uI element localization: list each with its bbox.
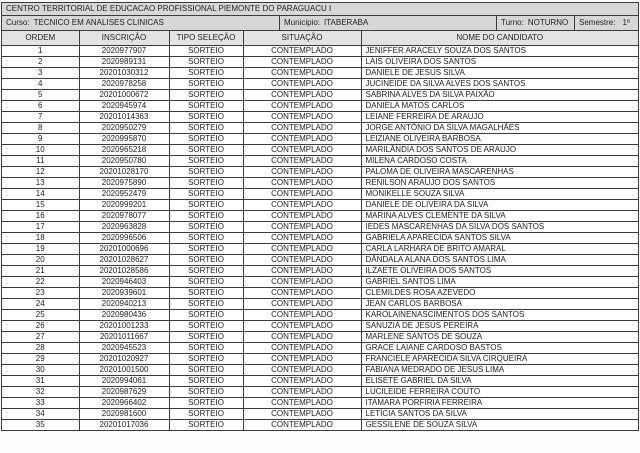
table-row	[2, 309, 638, 320]
table-row	[2, 122, 638, 133]
nome-cell: SANUZIA DE JESUS PEREIRA	[361, 320, 638, 331]
curso-label: Curso:	[6, 18, 30, 27]
ordem-cell: 25	[2, 309, 79, 320]
ordem-cell: 6	[2, 100, 79, 111]
inscricao-cell: 2020996506	[79, 232, 169, 243]
column-header-ordem: ORDEM	[2, 31, 79, 45]
tipo-selecao-cell: SORTEIO	[169, 353, 243, 364]
situacao-cell: CONTEMPLADO	[243, 309, 361, 320]
situacao-cell: CONTEMPLADO	[243, 199, 361, 210]
semestre-label: Semestre:	[579, 18, 616, 27]
table-row	[2, 210, 638, 221]
inscricao-cell: 20201017036	[79, 419, 169, 430]
tipo-selecao-cell: SORTEIO	[169, 331, 243, 342]
table-row	[2, 111, 638, 122]
tipo-selecao-cell: SORTEIO	[169, 210, 243, 221]
table-row	[2, 221, 638, 232]
nome-cell: SABRINA ALVES DA SILVA PAIXÃO	[361, 89, 638, 100]
ordem-cell: 9	[2, 133, 79, 144]
nome-cell: DANIELA MATOS CARLOS	[361, 100, 638, 111]
situacao-cell: CONTEMPLADO	[243, 364, 361, 375]
nome-cell: GABRIEL SANTOS LIMA	[361, 276, 638, 287]
nome-cell: JENIFFER ARACELY SOUZA DOS SANTOS	[361, 45, 638, 56]
table-row	[2, 397, 638, 408]
ordem-cell: 11	[2, 155, 79, 166]
situacao-cell: CONTEMPLADO	[243, 298, 361, 309]
situacao-cell: CONTEMPLADO	[243, 243, 361, 254]
inscricao-cell: 20201000696	[79, 243, 169, 254]
ordem-cell: 27	[2, 331, 79, 342]
nome-cell: MONIKELLE SOUZA SILVA	[361, 188, 638, 199]
tipo-selecao-cell: SORTEIO	[169, 133, 243, 144]
tipo-selecao-cell: SORTEIO	[169, 166, 243, 177]
nome-cell: LEIANE FERREIRA DE ARAUJO	[361, 111, 638, 122]
tipo-selecao-cell: SORTEIO	[169, 386, 243, 397]
situacao-cell: CONTEMPLADO	[243, 375, 361, 386]
table-row	[2, 375, 638, 386]
tipo-selecao-cell: SORTEIO	[169, 78, 243, 89]
situacao-cell: CONTEMPLADO	[243, 276, 361, 287]
situacao-cell: CONTEMPLADO	[243, 144, 361, 155]
curso-cell	[2, 16, 280, 30]
ordem-cell: 26	[2, 320, 79, 331]
tipo-selecao-cell: SORTEIO	[169, 309, 243, 320]
situacao-cell: CONTEMPLADO	[243, 56, 361, 67]
table-row	[2, 287, 638, 298]
nome-cell: GABRIELA APARECIDA SANTOS SILVA	[361, 232, 638, 243]
candidate-table-body	[2, 45, 638, 430]
ordem-cell: 31	[2, 375, 79, 386]
tipo-selecao-cell: SORTEIO	[169, 199, 243, 210]
ordem-cell: 32	[2, 386, 79, 397]
inscricao-cell: 20201020927	[79, 353, 169, 364]
inscricao-cell: 20201028627	[79, 254, 169, 265]
table-row	[2, 232, 638, 243]
table-row	[2, 419, 638, 430]
ordem-cell: 14	[2, 188, 79, 199]
column-header-nome: NOME DO CANDIDATO	[361, 31, 638, 45]
column-header-inscricao: INSCRIÇÃO	[79, 31, 169, 45]
nome-cell: IEDES MASCARENHAS DA SILVA DOS SANTOS	[361, 221, 638, 232]
inscricao-cell: 2020978077	[79, 210, 169, 221]
nome-cell: MILENA CARDOSO COSTA	[361, 155, 638, 166]
situacao-cell: CONTEMPLADO	[243, 265, 361, 276]
inscricao-cell: 20201001500	[79, 364, 169, 375]
nome-cell: ITAMARA PORFIRIA FERREIRA	[361, 397, 638, 408]
table-row	[2, 254, 638, 265]
table-row	[2, 320, 638, 331]
tipo-selecao-cell: SORTEIO	[169, 45, 243, 56]
municipio-value: ITABERABA	[324, 18, 369, 27]
tipo-selecao-cell: SORTEIO	[169, 144, 243, 155]
table-row	[2, 45, 638, 56]
inscricao-cell: 2020940213	[79, 298, 169, 309]
nome-cell: DÂNDALA ALANA DOS SANTOS LIMA	[361, 254, 638, 265]
situacao-cell: CONTEMPLADO	[243, 166, 361, 177]
nome-cell: JORGE ANTÔNIO DA SILVA MAGALHÃES	[361, 122, 638, 133]
ordem-cell: 22	[2, 276, 79, 287]
inscricao-cell: 2020965218	[79, 144, 169, 155]
situacao-cell: CONTEMPLADO	[243, 254, 361, 265]
table-row	[2, 133, 638, 144]
nome-cell: FABIANA MEDRADO DE JESUS LIMA	[361, 364, 638, 375]
ordem-cell: 17	[2, 221, 79, 232]
table-row	[2, 144, 638, 155]
inscricao-cell: 2020945974	[79, 100, 169, 111]
curso-value: TECNICO EM ANALISES CLINICAS	[33, 18, 164, 27]
tipo-selecao-cell: SORTEIO	[169, 276, 243, 287]
nome-cell: LUCILEIDE FERREIRA COUTO	[361, 386, 638, 397]
semestre-value: 1º	[622, 18, 630, 27]
situacao-cell: CONTEMPLADO	[243, 397, 361, 408]
inscricao-cell: 2020950279	[79, 122, 169, 133]
ordem-cell: 34	[2, 408, 79, 419]
ordem-cell: 19	[2, 243, 79, 254]
ordem-cell: 1	[2, 45, 79, 56]
inscricao-cell: 2020945523	[79, 342, 169, 353]
candidate-table	[2, 31, 638, 430]
tipo-selecao-cell: SORTEIO	[169, 188, 243, 199]
ordem-cell: 4	[2, 78, 79, 89]
nome-cell: LAIS OLIVEIRA DOS SANTOS	[361, 56, 638, 67]
column-header-tipo-selecao: TIPO SELEÇÃO	[169, 31, 243, 45]
ordem-cell: 35	[2, 419, 79, 430]
inscricao-cell: 20201011667	[79, 331, 169, 342]
ordem-cell: 24	[2, 298, 79, 309]
situacao-cell: CONTEMPLADO	[243, 177, 361, 188]
situacao-cell: CONTEMPLADO	[243, 232, 361, 243]
situacao-cell: CONTEMPLADO	[243, 78, 361, 89]
tipo-selecao-cell: SORTEIO	[169, 243, 243, 254]
tipo-selecao-cell: SORTEIO	[169, 177, 243, 188]
table-row	[2, 386, 638, 397]
ordem-cell: 12	[2, 166, 79, 177]
inscricao-cell: 2020975890	[79, 177, 169, 188]
table-row	[2, 243, 638, 254]
semestre-cell	[575, 16, 638, 30]
table-row	[2, 199, 638, 210]
inscricao-cell: 2020952479	[79, 188, 169, 199]
table-row	[2, 298, 638, 309]
tipo-selecao-cell: SORTEIO	[169, 298, 243, 309]
inscricao-cell: 2020939601	[79, 287, 169, 298]
situacao-cell: CONTEMPLADO	[243, 386, 361, 397]
inscricao-cell: 2020978258	[79, 78, 169, 89]
table-row	[2, 342, 638, 353]
ordem-cell: 29	[2, 353, 79, 364]
inscricao-cell: 20201030312	[79, 67, 169, 78]
ordem-cell: 18	[2, 232, 79, 243]
situacao-cell: CONTEMPLADO	[243, 89, 361, 100]
turno-label: Turno:	[501, 18, 524, 27]
inscricao-cell: 20201001233	[79, 320, 169, 331]
table-row	[2, 166, 638, 177]
table-row	[2, 331, 638, 342]
table-header-row	[2, 31, 638, 45]
situacao-cell: CONTEMPLADO	[243, 188, 361, 199]
table-row	[2, 177, 638, 188]
inscricao-cell: 2020963828	[79, 221, 169, 232]
ordem-cell: 10	[2, 144, 79, 155]
table-row	[2, 408, 638, 419]
table-row	[2, 265, 638, 276]
inscricao-cell: 2020977907	[79, 45, 169, 56]
inscricao-cell: 20201028170	[79, 166, 169, 177]
ordem-cell: 5	[2, 89, 79, 100]
nome-cell: ILZAETE OLIVEIRA DOS SANTOS	[361, 265, 638, 276]
inscricao-cell: 2020995870	[79, 133, 169, 144]
nome-cell: PALOMA DE OLIVEIRA MASCARENHAS	[361, 166, 638, 177]
municipio-cell	[280, 16, 497, 30]
nome-cell: RENILSON ARAUJO DOS SANTOS	[361, 177, 638, 188]
ordem-cell: 8	[2, 122, 79, 133]
table-row	[2, 276, 638, 287]
table-row	[2, 100, 638, 111]
ordem-cell: 21	[2, 265, 79, 276]
situacao-cell: CONTEMPLADO	[243, 100, 361, 111]
situacao-cell: CONTEMPLADO	[243, 221, 361, 232]
table-row	[2, 188, 638, 199]
ordem-cell: 3	[2, 67, 79, 78]
ordem-cell: 33	[2, 397, 79, 408]
nome-cell: CLEMILDES ROSA AZEVEDO	[361, 287, 638, 298]
tipo-selecao-cell: SORTEIO	[169, 67, 243, 78]
ordem-cell: 7	[2, 111, 79, 122]
column-header-situacao: SITUAÇÃO	[243, 31, 361, 45]
situacao-cell: CONTEMPLADO	[243, 353, 361, 364]
tipo-selecao-cell: SORTEIO	[169, 56, 243, 67]
inscricao-cell: 2020987629	[79, 386, 169, 397]
situacao-cell: CONTEMPLADO	[243, 320, 361, 331]
nome-cell: DANIELE DE OLIVEIRA DA SILVA	[361, 199, 638, 210]
tipo-selecao-cell: SORTEIO	[169, 111, 243, 122]
table-row	[2, 67, 638, 78]
table-row	[2, 56, 638, 67]
situacao-cell: CONTEMPLADO	[243, 331, 361, 342]
situacao-cell: CONTEMPLADO	[243, 408, 361, 419]
ordem-cell: 2	[2, 56, 79, 67]
table-row	[2, 364, 638, 375]
tipo-selecao-cell: SORTEIO	[169, 364, 243, 375]
tipo-selecao-cell: SORTEIO	[169, 287, 243, 298]
tipo-selecao-cell: SORTEIO	[169, 342, 243, 353]
nome-cell: JEAN CARLOS BARBOSA	[361, 298, 638, 309]
inscricao-cell: 2020999201	[79, 199, 169, 210]
tipo-selecao-cell: SORTEIO	[169, 232, 243, 243]
situacao-cell: CONTEMPLADO	[243, 342, 361, 353]
tipo-selecao-cell: SORTEIO	[169, 320, 243, 331]
nome-cell: KAROLAINENASCIMENTOS DOS SANTOS	[361, 309, 638, 320]
situacao-cell: CONTEMPLADO	[243, 45, 361, 56]
tipo-selecao-cell: SORTEIO	[169, 100, 243, 111]
inscricao-cell: 2020946403	[79, 276, 169, 287]
nome-cell: MARLENE SANTOS DE SOUZA	[361, 331, 638, 342]
table-row	[2, 155, 638, 166]
situacao-cell: CONTEMPLADO	[243, 155, 361, 166]
ordem-cell: 15	[2, 199, 79, 210]
inscricao-cell: 2020980436	[79, 309, 169, 320]
municipio-label: Municipio:	[284, 18, 321, 27]
inscricao-cell: 20201000672	[79, 89, 169, 100]
nome-cell: ELISETE GABRIEL DA SILVA	[361, 375, 638, 386]
nome-cell: GRACE LAIANE CARDOSO BASTOS	[361, 342, 638, 353]
inscricao-cell: 2020981600	[79, 408, 169, 419]
nome-cell: CARLA LARHARA DE BRITO AMARAL	[361, 243, 638, 254]
document-title: CENTRO TERRITORIAL DE EDUCACAO PROFISSIONAL PIEMONTE DO PARAGUACU I	[2, 3, 638, 16]
course-info-row	[2, 16, 638, 31]
nome-cell: JUCINEIDE DA SILVA ALVES DOS SANTOS	[361, 78, 638, 89]
nome-cell: MARINA ALVES CLEMENTE DA SILVA	[361, 210, 638, 221]
candidate-list-document	[1, 2, 639, 431]
nome-cell: MARILÂNDIA DOS SANTOS DE ARAUJO	[361, 144, 638, 155]
inscricao-cell: 2020994061	[79, 375, 169, 386]
inscricao-cell: 2020989131	[79, 56, 169, 67]
tipo-selecao-cell: SORTEIO	[169, 122, 243, 133]
situacao-cell: CONTEMPLADO	[243, 67, 361, 78]
ordem-cell: 16	[2, 210, 79, 221]
situacao-cell: CONTEMPLADO	[243, 210, 361, 221]
tipo-selecao-cell: SORTEIO	[169, 89, 243, 100]
situacao-cell: CONTEMPLADO	[243, 419, 361, 430]
tipo-selecao-cell: SORTEIO	[169, 254, 243, 265]
turno-value: NOTURNO	[527, 18, 569, 27]
inscricao-cell: 20201014363	[79, 111, 169, 122]
table-row	[2, 353, 638, 364]
tipo-selecao-cell: SORTEIO	[169, 419, 243, 430]
nome-cell: LETÍCIA SANTOS DA SILVA	[361, 408, 638, 419]
inscricao-cell: 20201028586	[79, 265, 169, 276]
ordem-cell: 23	[2, 287, 79, 298]
tipo-selecao-cell: SORTEIO	[169, 265, 243, 276]
ordem-cell: 20	[2, 254, 79, 265]
situacao-cell: CONTEMPLADO	[243, 122, 361, 133]
turno-cell	[497, 16, 575, 30]
situacao-cell: CONTEMPLADO	[243, 111, 361, 122]
tipo-selecao-cell: SORTEIO	[169, 375, 243, 386]
tipo-selecao-cell: SORTEIO	[169, 408, 243, 419]
nome-cell: LEIZIANE OLIVEIRA BARBOSA	[361, 133, 638, 144]
situacao-cell: CONTEMPLADO	[243, 287, 361, 298]
situacao-cell: CONTEMPLADO	[243, 133, 361, 144]
ordem-cell: 13	[2, 177, 79, 188]
table-row	[2, 78, 638, 89]
nome-cell: FRANCIELE APARECIDA SILVA CIRQUEIRA	[361, 353, 638, 364]
ordem-cell: 28	[2, 342, 79, 353]
tipo-selecao-cell: SORTEIO	[169, 397, 243, 408]
nome-cell: DANIELE DE JESUS SILVA	[361, 67, 638, 78]
inscricao-cell: 2020966402	[79, 397, 169, 408]
nome-cell: GESSILENE DE SOUZA SILVA	[361, 419, 638, 430]
ordem-cell: 30	[2, 364, 79, 375]
inscricao-cell: 2020950780	[79, 155, 169, 166]
tipo-selecao-cell: SORTEIO	[169, 221, 243, 232]
tipo-selecao-cell: SORTEIO	[169, 155, 243, 166]
table-row	[2, 89, 638, 100]
